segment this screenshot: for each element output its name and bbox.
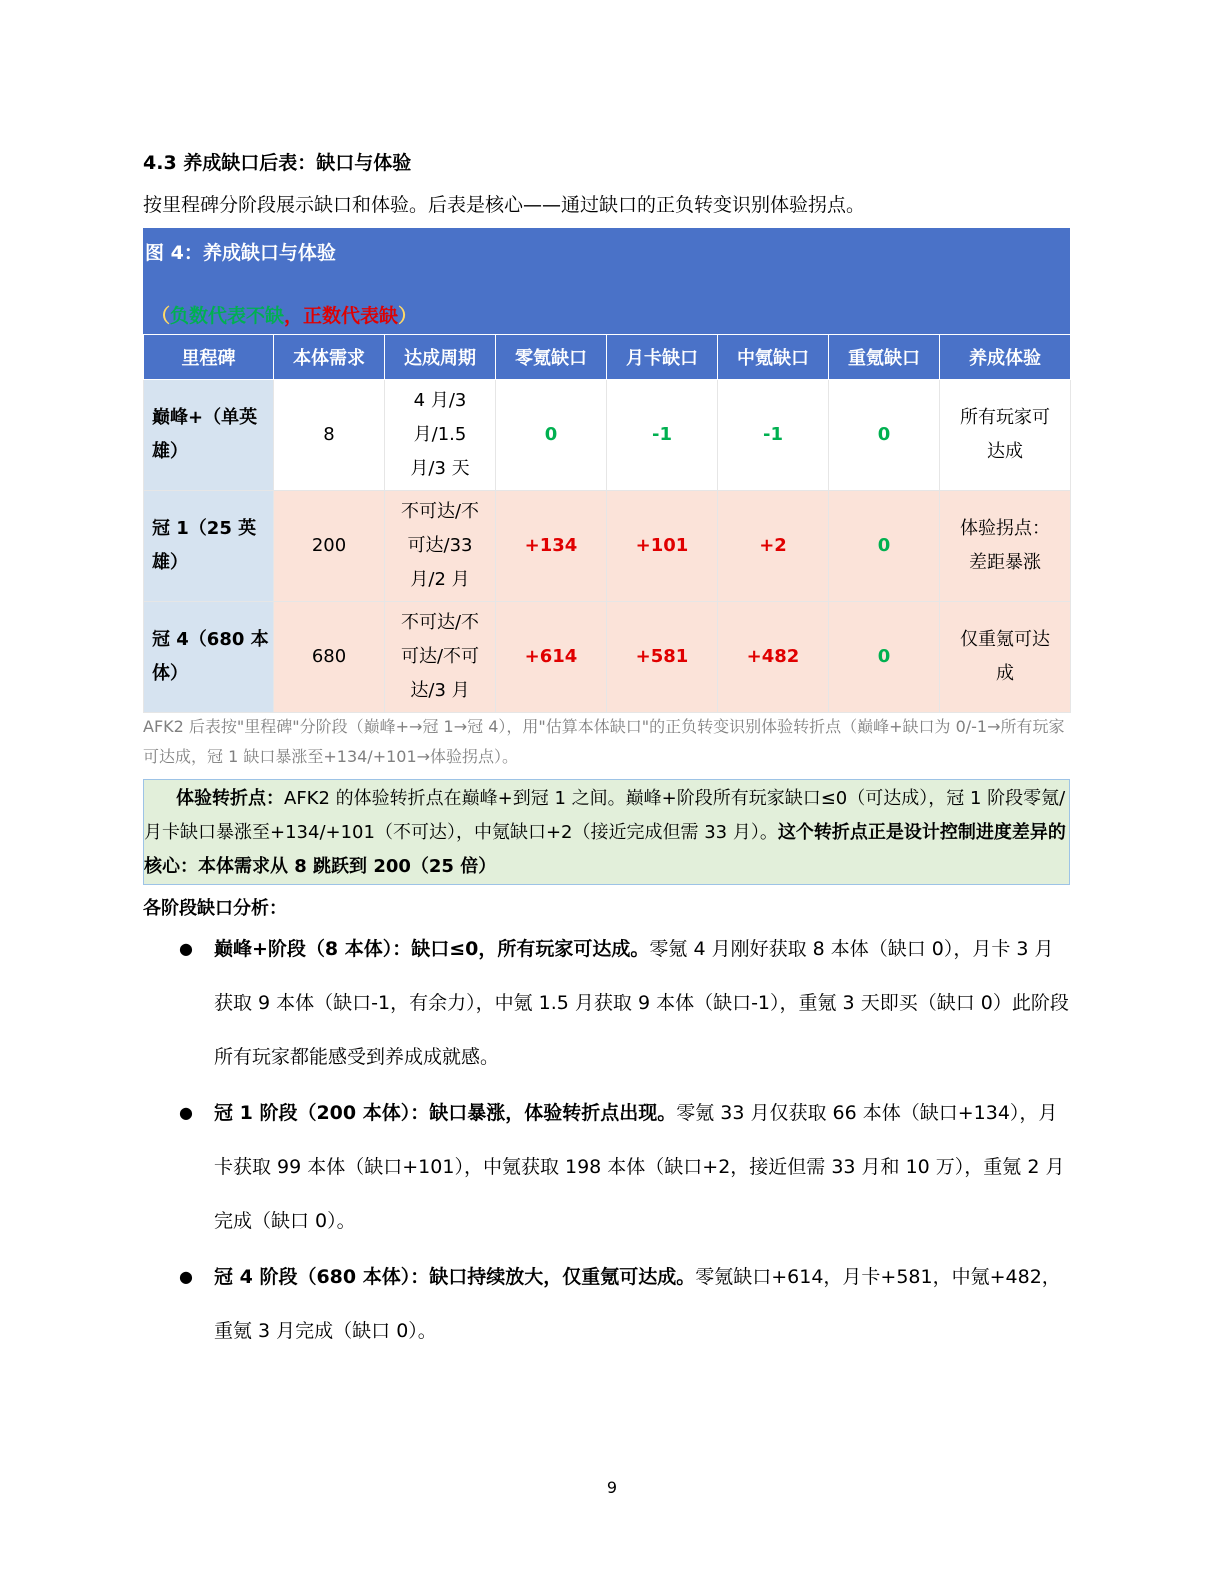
list-item bbox=[143, 1250, 1070, 1358]
item-lead: 巅峰+阶段（8 本体）：缺口≤0，所有玩家可达成。 bbox=[214, 938, 650, 960]
cell-monthly-gap: -1 bbox=[607, 380, 718, 491]
header-monthly-gap: 月卡缺口 bbox=[607, 335, 718, 380]
bullet-icon: ● bbox=[179, 939, 193, 958]
callout-emphasis: 这个转折点正是设计控制进度差异的核心：本体需求从 8 跳跃到 200（25 倍） bbox=[144, 822, 1066, 877]
item-text: 零氪缺口+614，月卡+581，中氪+482，重氪 3 月完成（缺口 0）。 bbox=[214, 1266, 1061, 1342]
cell-monthly-gap: +101 bbox=[607, 491, 718, 602]
cell-mid-gap: -1 bbox=[718, 380, 829, 491]
cell-zero-gap: +614 bbox=[496, 602, 607, 713]
header-milestone: 里程碑 bbox=[144, 335, 274, 380]
figure-legend bbox=[143, 278, 1070, 334]
cell-experience: 仅重氪可达成 bbox=[940, 602, 1071, 713]
header-period: 达成周期 bbox=[385, 335, 496, 380]
list-item bbox=[143, 922, 1070, 1084]
table-row bbox=[144, 380, 1071, 491]
header-heavy-gap: 重氪缺口 bbox=[829, 335, 940, 380]
section-intro: 按里程碑分阶段展示缺口和体验。后表是核心——通过缺口的正负转变识别体验拐点。 bbox=[143, 194, 866, 216]
cell-period: 4 月/3 月/1.5 月/3 天 bbox=[385, 380, 496, 491]
cell-milestone: 冠 4（680 本体） bbox=[144, 602, 274, 713]
callout-body: AFK2 的体验转折点在巅峰+到冠 1 之间。巅峰+阶段所有玩家缺口≤0（可达成），冠 1 阶段零氪/月卡缺口暴涨至+134/+101（不可达），中氪缺口+2（接近完成但需 33 月）。 bbox=[144, 788, 1066, 843]
cell-zero-gap: +134 bbox=[496, 491, 607, 602]
legend-comma: ， bbox=[284, 305, 304, 327]
figure-title: 图 4：养成缺口与体验 bbox=[143, 228, 1070, 278]
cell-milestone: 冠 1（25 英雄） bbox=[144, 491, 274, 602]
cell-period: 不可达/不可达/不可达/3 月 bbox=[385, 602, 496, 713]
cell-experience: 体验拐点：差距暴涨 bbox=[940, 491, 1071, 602]
figure-table bbox=[143, 228, 1070, 713]
cell-heavy-gap: 0 bbox=[829, 380, 940, 491]
table-row bbox=[144, 602, 1071, 713]
list-item bbox=[143, 1086, 1070, 1248]
legend-open: （ bbox=[151, 305, 171, 327]
bullet-icon: ● bbox=[179, 1103, 193, 1122]
cell-need: 680 bbox=[274, 602, 385, 713]
cell-monthly-gap: +581 bbox=[607, 602, 718, 713]
page-number: 9 bbox=[606, 1478, 618, 1497]
turning-point-callout bbox=[143, 779, 1070, 885]
bullet-icon: ● bbox=[179, 1267, 193, 1286]
item-text: 零氪 33 月仅获取 66 本体（缺口+134），月卡获取 99 本体（缺口+101），中氪获取 198 本体（缺口+2，接近但需 33 月和 10 万），重氪 2 月完成（缺口 0）。 bbox=[214, 1102, 1065, 1232]
cell-mid-gap: +482 bbox=[718, 602, 829, 713]
item-lead: 冠 4 阶段（680 本体）：缺口持续放大，仅重氪可达成。 bbox=[214, 1266, 696, 1288]
legend-close: ） bbox=[398, 305, 418, 327]
header-mid-gap: 中氪缺口 bbox=[718, 335, 829, 380]
header-need: 本体需求 bbox=[274, 335, 385, 380]
callout-label: 体验转折点： bbox=[176, 788, 284, 809]
cell-experience: 所有玩家可达成 bbox=[940, 380, 1071, 491]
header-zero-gap: 零氪缺口 bbox=[496, 335, 607, 380]
item-lead: 冠 1 阶段（200 本体）：缺口暴涨，体验转折点出现。 bbox=[214, 1102, 677, 1124]
legend-positive: 正数代表缺 bbox=[303, 305, 399, 327]
analysis-list bbox=[143, 922, 1070, 1358]
table-header-row bbox=[144, 335, 1071, 380]
legend-negative: 负数代表不缺 bbox=[170, 305, 285, 327]
cell-milestone: 巅峰+（单英雄） bbox=[144, 380, 274, 491]
analysis-title: 各阶段缺口分析： bbox=[143, 898, 287, 919]
table-row bbox=[144, 491, 1071, 602]
cell-period: 不可达/不可达/33 月/2 月 bbox=[385, 491, 496, 602]
cell-need: 8 bbox=[274, 380, 385, 491]
cell-zero-gap: 0 bbox=[496, 380, 607, 491]
cell-mid-gap: +2 bbox=[718, 491, 829, 602]
cell-need: 200 bbox=[274, 491, 385, 602]
gap-table bbox=[143, 334, 1071, 713]
header-experience: 养成体验 bbox=[940, 335, 1071, 380]
cell-heavy-gap: 0 bbox=[829, 491, 940, 602]
cell-heavy-gap: 0 bbox=[829, 602, 940, 713]
section-title: 4.3 养成缺口后表：缺口与体验 bbox=[143, 152, 412, 174]
item-text: 零氪 4 月刚好获取 8 本体（缺口 0），月卡 3 月获取 9 本体（缺口-1，有余力），中氪 1.5 月获取 9 本体（缺口-1），重氪 3 天即买（缺口 0）此阶段所有玩家都能感受到养成成就感。 bbox=[214, 938, 1069, 1068]
figure-caption: AFK2 后表按"里程碑"分阶段（巅峰+→冠 1→冠 4），用"估算本体缺口"的正负转变识别体验转折点（巅峰+缺口为 0/-1→所有玩家可达成，冠 1 缺口暴涨至+134/+101→体验拐点）。 bbox=[143, 717, 1065, 766]
